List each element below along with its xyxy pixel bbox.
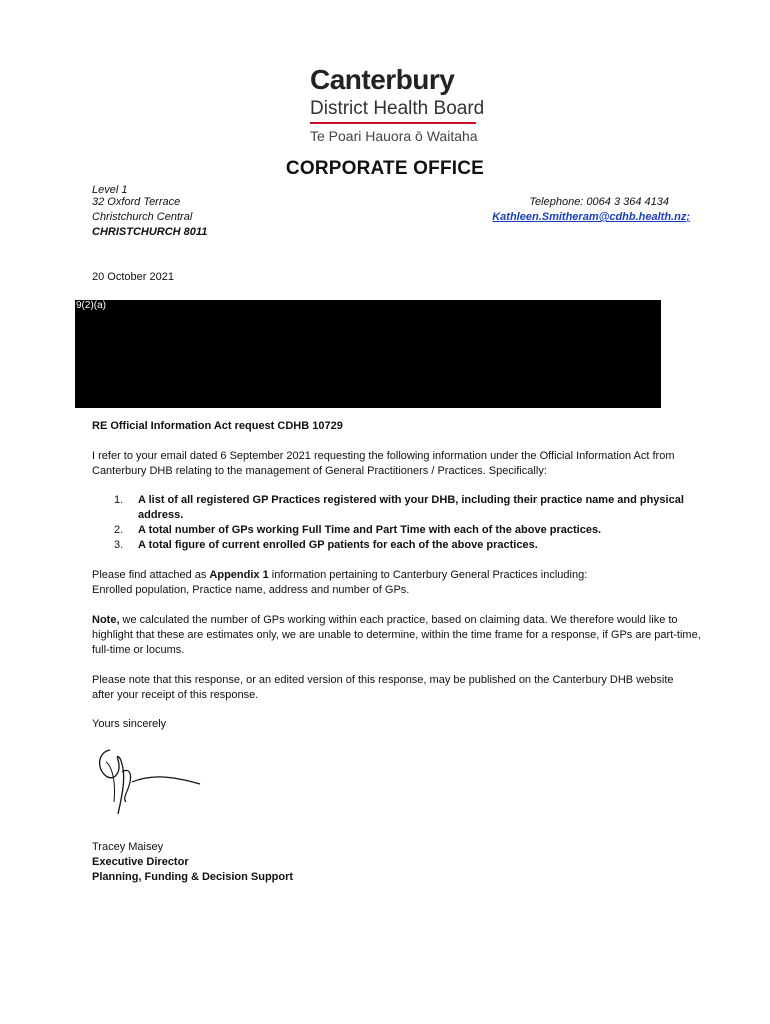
email-link[interactable]: Kathleen.Smitheram@cdhb.health.nz xyxy=(492,211,687,223)
subject-line: RE Official Information Act request CDHB 10729 xyxy=(92,420,343,432)
list-item-text: A total figure of current enrolled GP patients for each of the above practices. xyxy=(138,539,538,551)
list-item-number: 2. xyxy=(114,524,124,536)
note-label: Note, xyxy=(92,614,120,626)
publish-paragraph: Please note that this response, or an edited version of this response, may be published on the Canterbury DHB website after your receipt of this response. xyxy=(92,674,674,701)
redaction-code: 9(2)(a) xyxy=(76,300,107,311)
letter-date: 20 October 2021 xyxy=(92,271,174,283)
appendix-prefix: Please find attached as xyxy=(92,569,210,581)
logo-divider xyxy=(310,122,476,124)
appendix-line-2: Enrolled population, Practice name, address and number of GPs. xyxy=(92,584,410,596)
email-suffix: ; xyxy=(686,211,690,223)
list-item xyxy=(92,538,702,553)
signatory-department: Planning, Funding & Decision Support xyxy=(92,871,294,883)
redacted-recipient-block xyxy=(75,300,661,408)
address-suburb: Christchurch Central xyxy=(92,211,193,223)
request-list xyxy=(92,493,702,553)
contact-email-line xyxy=(400,210,690,224)
list-item xyxy=(92,523,702,538)
logo-line-3: Te Poari Hauora ō Waitaha xyxy=(310,128,478,144)
appendix-paragraph xyxy=(92,568,697,598)
intro-paragraph: I refer to your email dated 6 September 2021 requesting the following information under the Official Information Act from Canterbury DHB relating to the management of General Practitioners / Practices. Specifically: xyxy=(92,450,675,477)
cdhb-logo xyxy=(310,64,490,145)
telephone: Telephone: 0064 3 364 4134 xyxy=(529,196,669,208)
page-title: CORPORATE OFFICE xyxy=(285,158,485,179)
appendix-suffix: information pertaining to Canterbury General Practices including: xyxy=(268,569,588,581)
signatory-role: Executive Director xyxy=(92,856,189,868)
list-item xyxy=(92,493,702,523)
closing: Yours sincerely xyxy=(92,718,167,730)
note-paragraph xyxy=(92,613,702,658)
logo-line-1: Canterbury xyxy=(310,64,455,95)
list-item-text: A total number of GPs working Full Time and Part Time with each of the above practices. xyxy=(138,524,602,536)
appendix-ref: Appendix 1 xyxy=(209,569,269,581)
note-text: we calculated the number of GPs working within each practice, based on claiming data. We therefore would like to highlight that these are estimates only, we are unable to determine, within the time frame for a response, if GPs are part-time, full-time or locums. xyxy=(92,614,701,656)
address-street: 32 Oxford Terrace xyxy=(92,196,181,208)
address-level: Level 1 xyxy=(92,184,128,196)
address-city: CHRISTCHURCH 8011 xyxy=(92,226,208,238)
list-item-number: 3. xyxy=(114,539,124,551)
list-item-text: A list of all registered GP Practices registered with your DHB, including their practice name and physical address. xyxy=(138,494,684,521)
handwritten-signature xyxy=(92,742,212,822)
list-item-number: 1. xyxy=(114,494,124,506)
signatory-name: Tracey Maisey xyxy=(92,841,164,853)
logo-line-2: District Health Board xyxy=(310,98,485,119)
